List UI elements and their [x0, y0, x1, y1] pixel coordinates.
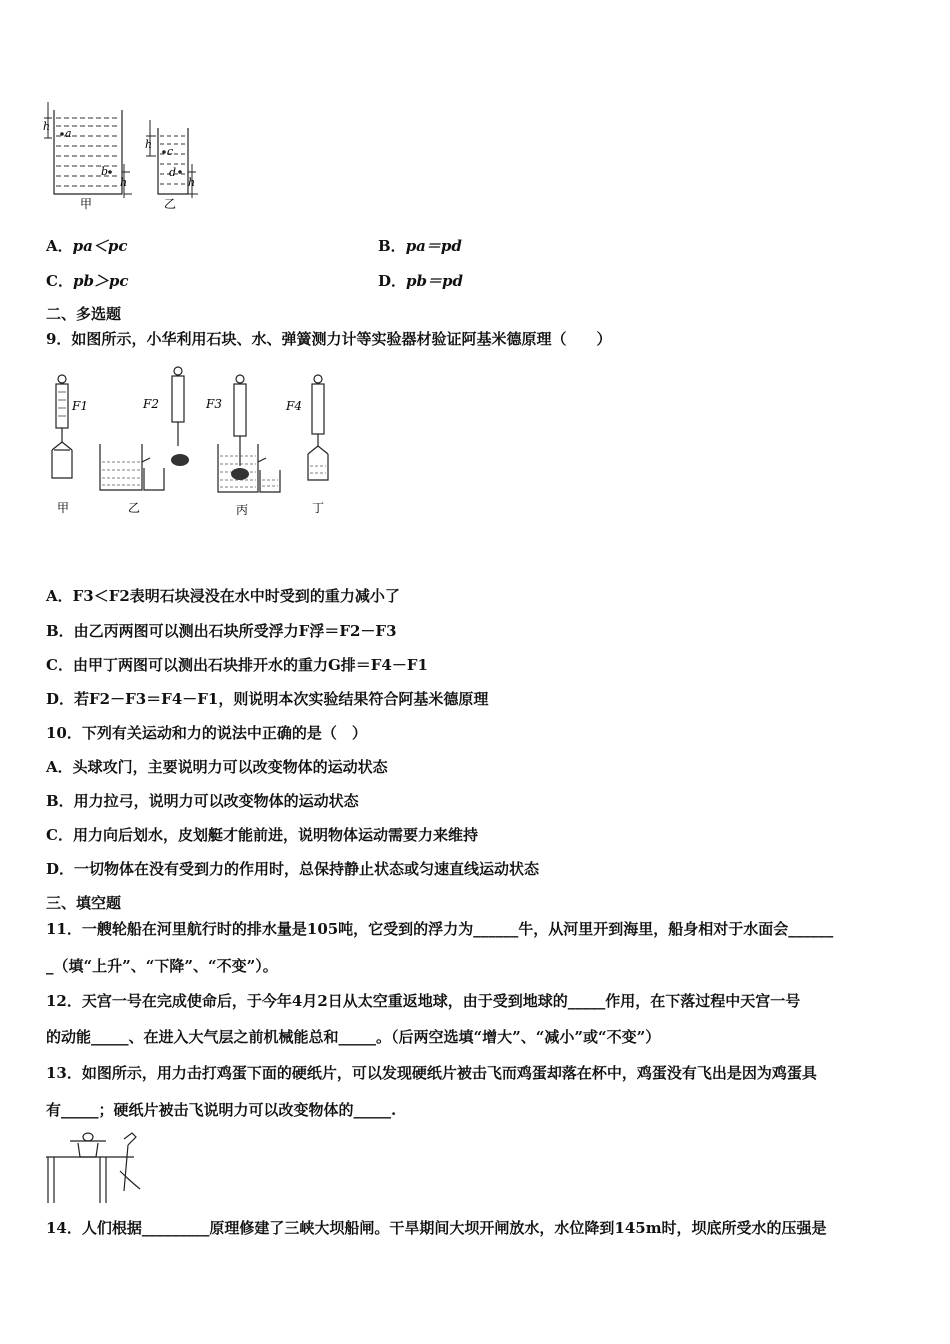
section-2-title: 二、多选题	[46, 305, 122, 323]
section-3-title: 三、填空题	[46, 894, 122, 912]
label-ding: 丁	[312, 501, 325, 515]
q10-option-d: D．一切物体在没有受到力的作用时，总保持静止状态或匀速直线运动状态	[46, 860, 540, 878]
q10-option-c: C．用力向后划水，皮划艇才能前进，说明物体运动需要力来维持	[46, 826, 478, 844]
label-jia: 甲	[80, 197, 93, 211]
q8-option-a: A．pa＜pc	[46, 237, 128, 255]
q14-line1: 14．人们根据_________原理修建了三峡大坝船闸。干旱期间大坝开闸放水，水位降到145m时，坝底所受水的压强是	[46, 1219, 827, 1237]
label-yi: 乙	[164, 197, 177, 211]
label-jia: 甲	[57, 501, 70, 515]
q9-option-a: A．F3＜F2表明石块浸没在水中时受到的重力减小了	[46, 587, 400, 605]
label-F1: F1	[72, 399, 88, 413]
q10-option-b: B．用力拉弓，说明力可以改变物体的运动状态	[46, 792, 359, 810]
point-b-label: b	[101, 165, 109, 178]
q13-line2: 有_____；硬纸片被击飞说明力可以改变物体的_____.	[46, 1101, 397, 1119]
q10-option-a: A．头球攻门，主要说明力可以改变物体的运动状态	[46, 758, 388, 776]
q11-line2: _（填“上升”、“下降”、“不变”）。	[46, 957, 278, 975]
label-F3: F3	[206, 397, 222, 411]
h-label-jia-top: h	[43, 120, 51, 133]
label-F4: F4	[286, 399, 302, 413]
h-label-jia-bottom: h	[120, 176, 128, 189]
q13-figure	[44, 1131, 148, 1207]
q10-stem: 10．下列有关运动和力的说法中正确的是（ ）	[46, 724, 367, 742]
q9-option-d: D．若F2－F3＝F4－F1，则说明本次实验结果符合阿基米德原理	[46, 690, 489, 708]
point-c-label: c	[167, 145, 174, 158]
stone-submerged	[231, 468, 249, 480]
point-c	[162, 150, 166, 154]
point-b	[108, 170, 112, 174]
q12-line1: 12．天宫一号在完成使命后，于今年4月2日从太空重返地球，由于受到地球的_____作用，在下落过程中天宫一号	[46, 992, 801, 1010]
q9-stem: 9．如图所示，小华利用石块、水、弹簧测力计等实验器材验证阿基米德原理（ ）	[46, 330, 612, 348]
container-jia	[54, 110, 122, 194]
q8-option-c: C．pb＞pc	[46, 272, 129, 290]
label-F2: F2	[143, 397, 159, 411]
label-yi: 乙	[128, 501, 141, 515]
q8-figure	[40, 98, 210, 214]
q13-line1: 13．如图所示，用力击打鸡蛋下面的硬纸片，可以发现硬纸片被击飞而鸡蛋却落在杯中，鸡蛋没有飞出是因为鸡蛋具	[46, 1064, 817, 1082]
stone	[171, 454, 189, 466]
point-d	[178, 170, 182, 174]
q9-figure	[40, 366, 340, 522]
q8-option-b: B．pa＝pd	[378, 237, 462, 255]
point-d-label: d	[169, 166, 177, 179]
label-bing: 丙	[236, 503, 249, 517]
q8-option-d: D．pb＝pd	[378, 272, 463, 290]
q9-option-c: C．由甲丁两图可以测出石块排开水的重力G排＝F4－F1	[46, 656, 428, 674]
h-label-yi-bottom: h	[188, 176, 196, 189]
point-a-label: a	[65, 127, 72, 140]
q11-line1: 11．一艘轮船在河里航行时的排水量是105吨，它受到的浮力为______牛，从河里开到海里，船身相对于水面会______	[46, 920, 834, 938]
point-a	[60, 132, 64, 136]
q12-line2: 的动能_____、在进入大气层之前机械能总和_____。（后两空选填“增大”、“减小”或“不变”）	[46, 1028, 661, 1046]
q9-option-b: B．由乙丙两图可以测出石块所受浮力F浮＝F2－F3	[46, 622, 397, 640]
h-label-yi-top: h	[145, 138, 153, 151]
